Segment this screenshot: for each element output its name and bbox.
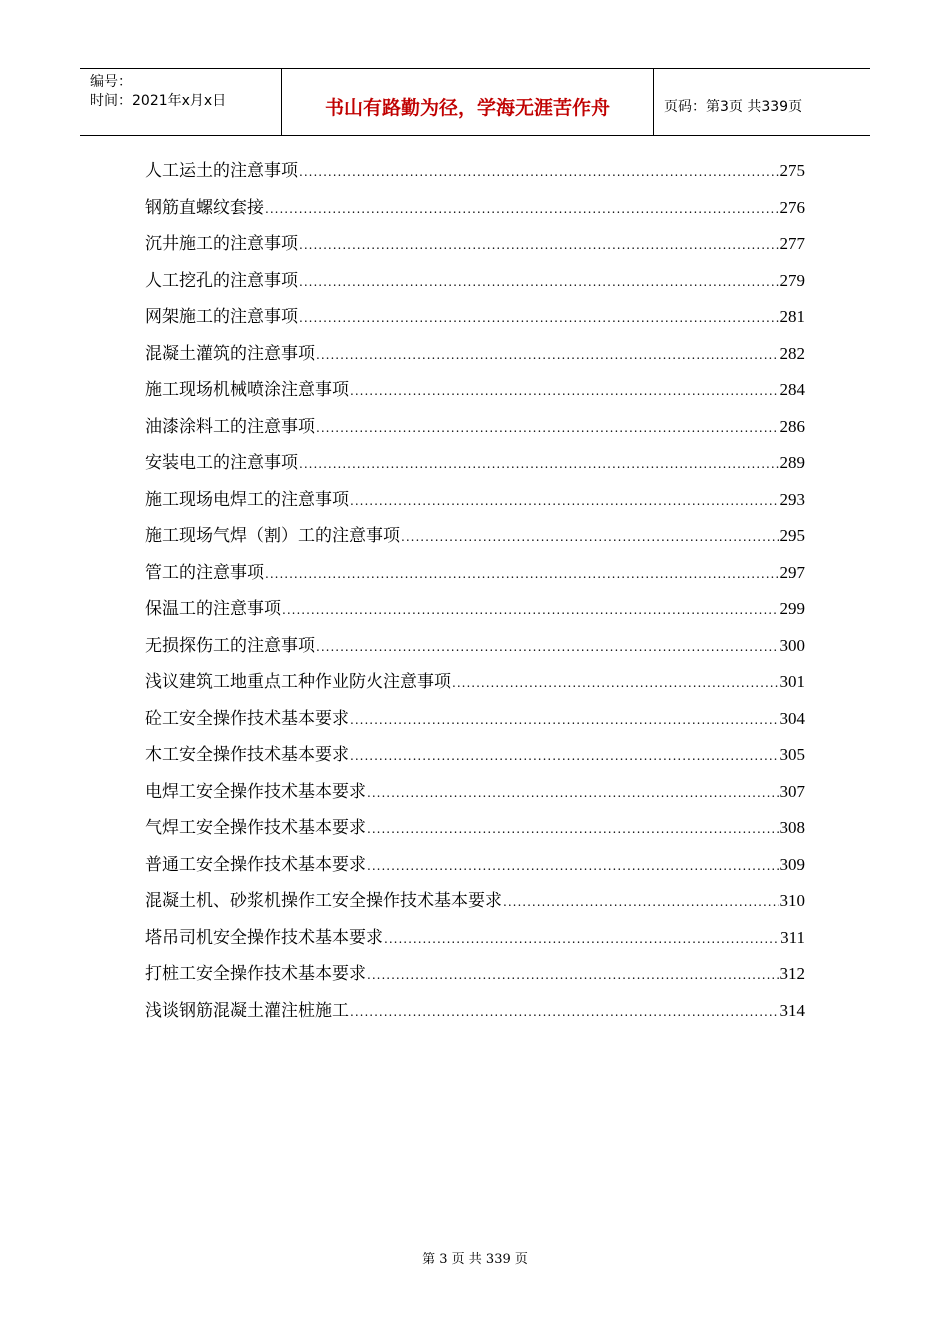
toc-entry-page: 297 — [779, 562, 805, 582]
toc-entry-page: 299 — [779, 599, 805, 618]
toc-entry-title: 浅谈钢筋混凝土灌注桩施工 — [145, 1000, 349, 1021]
toc-leader-dots — [282, 592, 779, 629]
toc-entry[interactable] — [145, 153, 805, 190]
toc-leader-dots — [350, 483, 779, 520]
toc-leader-dots — [350, 373, 779, 410]
toc-leader-dots — [316, 337, 779, 374]
toc-leader-dots — [316, 410, 779, 447]
toc-entry[interactable] — [145, 372, 805, 409]
toc-leader-dots — [299, 227, 779, 264]
toc-leader-dots — [299, 264, 779, 301]
toc-entry-title: 混凝土机、砂浆机操作工安全操作技术基本要求 — [145, 891, 502, 911]
toc-entry-page: 295 — [779, 526, 805, 545]
toc-entry-page: 284 — [779, 380, 805, 399]
toc-entry-page: 279 — [779, 270, 805, 290]
page-footer: 第 3 页 共 339 页 — [422, 1252, 528, 1267]
toc-entry[interactable] — [145, 920, 805, 957]
header-motto: 书山有路勤为径，学海无涯苦作舟 — [282, 69, 654, 135]
toc-entry-title: 电焊工安全操作技术基本要求 — [145, 781, 366, 802]
toc-entry-page: 277 — [779, 234, 805, 253]
toc-entry-page: 286 — [779, 416, 805, 436]
toc-entry-title: 混凝土灌筑的注意事项 — [145, 343, 315, 364]
toc-entry-title: 安装电工的注意事项 — [145, 453, 298, 473]
toc-entry-title: 塔吊司机安全操作技术基本要求 — [145, 927, 383, 948]
toc-entry[interactable] — [145, 591, 805, 628]
toc-entry[interactable] — [145, 409, 805, 446]
toc-entry-page: 275 — [779, 161, 805, 180]
toc-leader-dots — [350, 738, 779, 775]
toc-leader-dots — [316, 629, 779, 666]
toc-leader-dots — [384, 921, 779, 958]
toc-entry-page: 312 — [779, 964, 805, 983]
toc-entry-title: 浅议建筑工地重点工种作业防火注意事项 — [145, 672, 451, 692]
toc-entry-page: 310 — [779, 891, 805, 910]
toc-entry-page: 314 — [779, 1000, 805, 1020]
toc-entry-title: 油漆涂料工的注意事项 — [145, 416, 315, 437]
toc-entry[interactable] — [145, 628, 805, 665]
toc-leader-dots — [367, 957, 779, 994]
toc-entry[interactable] — [145, 737, 805, 774]
toc-entry[interactable] — [145, 847, 805, 884]
toc-entry-page: 276 — [779, 197, 805, 217]
toc-entry-page: 305 — [779, 745, 805, 764]
toc-entry-title: 钢筋直螺纹套接 — [145, 197, 264, 218]
toc-entry[interactable] — [145, 555, 805, 592]
toc-entry[interactable] — [145, 810, 805, 847]
toc-entry-title: 施工现场机械喷涂注意事项 — [145, 380, 349, 400]
toc-leader-dots — [350, 702, 779, 739]
toc-leader-dots — [503, 884, 779, 921]
toc-leader-dots — [367, 775, 779, 812]
toc-leader-dots — [367, 811, 779, 848]
toc-leader-dots — [452, 665, 779, 702]
toc-entry-title: 木工安全操作技术基本要求 — [145, 745, 349, 765]
toc-entry-page: 309 — [779, 854, 805, 874]
toc-entry-title: 砼工安全操作技术基本要求 — [145, 708, 349, 729]
toc-entry[interactable] — [145, 336, 805, 373]
toc-leader-dots — [265, 556, 779, 593]
toc-leader-dots — [367, 848, 779, 885]
table-of-contents — [145, 153, 805, 1029]
toc-leader-dots — [299, 300, 779, 337]
header-page-label: 页码：第3页 共339页 — [664, 99, 803, 115]
toc-entry[interactable] — [145, 664, 805, 701]
toc-entry[interactable] — [145, 263, 805, 300]
toc-entry-page: 289 — [779, 453, 805, 472]
page-header — [80, 68, 870, 136]
toc-entry-page: 282 — [779, 343, 805, 363]
toc-entry-page: 304 — [779, 708, 805, 728]
toc-entry[interactable] — [145, 518, 805, 555]
toc-leader-dots — [350, 994, 779, 1031]
toc-leader-dots — [265, 191, 779, 228]
toc-entry-page: 293 — [779, 489, 805, 509]
toc-entry[interactable] — [145, 993, 805, 1030]
toc-entry-title: 施工现场气焊（割）工的注意事项 — [145, 526, 400, 546]
toc-entry[interactable] — [145, 226, 805, 263]
toc-entry[interactable] — [145, 883, 805, 920]
toc-entry-title: 沉井施工的注意事项 — [145, 234, 298, 254]
toc-leader-dots — [401, 519, 779, 556]
toc-entry-page: 301 — [779, 672, 805, 691]
toc-entry-page: 281 — [779, 307, 805, 326]
toc-entry-page: 307 — [779, 781, 805, 801]
toc-entry-title: 打桩工安全操作技术基本要求 — [145, 964, 366, 984]
number-label: 编号： — [90, 74, 132, 90]
toc-entry-title: 无损探伤工的注意事项 — [145, 635, 315, 656]
toc-entry-title: 人工运土的注意事项 — [145, 161, 298, 181]
toc-entry-title: 施工现场电焊工的注意事项 — [145, 489, 349, 510]
toc-entry-title: 网架施工的注意事项 — [145, 307, 298, 327]
toc-entry-title: 气焊工安全操作技术基本要求 — [145, 818, 366, 838]
toc-entry[interactable] — [145, 956, 805, 993]
toc-entry[interactable] — [145, 701, 805, 738]
toc-leader-dots — [299, 446, 779, 483]
toc-entry[interactable] — [145, 445, 805, 482]
toc-entry-page: 311 — [780, 927, 805, 947]
toc-entry[interactable] — [145, 482, 805, 519]
toc-entry-title: 保温工的注意事项 — [145, 599, 281, 619]
toc-leader-dots — [299, 154, 779, 191]
toc-entry-title: 人工挖孔的注意事项 — [145, 270, 298, 291]
toc-entry-title: 管工的注意事项 — [145, 562, 264, 583]
toc-entry[interactable] — [145, 190, 805, 227]
toc-entry[interactable] — [145, 299, 805, 336]
toc-entry[interactable] — [145, 774, 805, 811]
header-meta — [80, 69, 282, 135]
toc-entry-title: 普通工安全操作技术基本要求 — [145, 854, 366, 875]
toc-entry-page: 300 — [779, 635, 805, 655]
time-label: 时间：2021年x月x日 — [90, 93, 227, 109]
toc-entry-page: 308 — [779, 818, 805, 837]
